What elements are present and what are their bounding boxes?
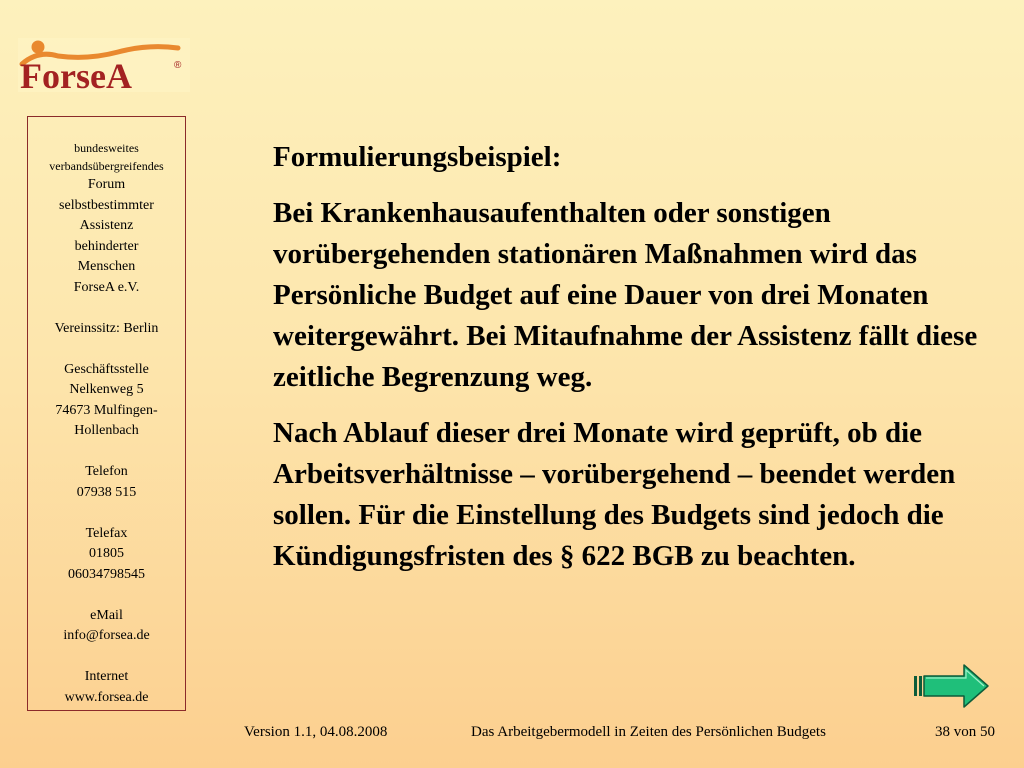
footer-title: Das Arbeitgebermodell in Zeiten des Persönlichen Budgets	[471, 724, 826, 740]
association-seat: Vereinssitz: Berlin	[54, 320, 159, 336]
fax-number: 01805	[89, 546, 124, 561]
next-slide-button[interactable]	[912, 662, 990, 710]
registered-mark: ®	[174, 60, 182, 71]
org-line: verbandsübergreifendes	[49, 159, 164, 173]
org-line: selbstbestimmter	[59, 197, 154, 213]
phone-label: Telefon	[85, 464, 128, 479]
content-paragraph: Nach Ablauf dieser drei Monate wird geprüft, ob die Arbeitsverhältnisse – vorübergehend – beendet werden sollen. Für die Einstellung des Budgets sind jedoch die Kündigungsfristen des § 622 BGB zu beachten.	[273, 417, 956, 572]
office-label: Geschäftsstelle	[64, 361, 149, 377]
slide-content	[273, 137, 993, 577]
org-name: ForseA e.V.	[73, 279, 140, 295]
fax-number: 06034798545	[68, 566, 145, 582]
phone-number: 07938 515	[76, 484, 137, 500]
slide-heading: Formulierungsbeispiel:	[273, 141, 562, 173]
forsea-logo-graphic	[18, 38, 190, 92]
office-street: Nelkenweg 5	[69, 382, 144, 397]
footer-version: Version 1.1, 04.08.2008	[244, 724, 388, 740]
office-city: 74673 Mulfingen-	[55, 402, 158, 418]
org-line: Menschen	[77, 259, 136, 274]
org-line: Forum	[87, 177, 126, 192]
organization-info-box	[27, 116, 186, 711]
website-label: Internet	[84, 669, 129, 684]
forsea-logo	[18, 38, 190, 92]
fax-label: Telefax	[85, 525, 128, 541]
office-district: Hollenbach	[74, 423, 139, 438]
next-arrow-icon	[912, 662, 990, 710]
org-line: behinderter	[74, 238, 139, 254]
email-value: info@forsea.de	[63, 628, 150, 643]
org-line: bundesweites	[74, 141, 139, 155]
org-line: Assistenz	[79, 218, 134, 233]
email-label: eMail	[90, 607, 123, 623]
website-value: www.forsea.de	[64, 689, 149, 705]
logo-wordmark: ForseA	[20, 56, 132, 92]
content-paragraph: Bei Krankenhausaufenthalten oder sonstigen vorübergehenden stationären Maßnahmen wird das Persönliche Budget auf eine Dauer von drei Monaten weitergewährt. Bei Mitaufnahme der Assistenz fällt diese zeitliche Begrenzung weg.	[273, 197, 978, 393]
page-number: 38 von 50	[935, 724, 995, 740]
